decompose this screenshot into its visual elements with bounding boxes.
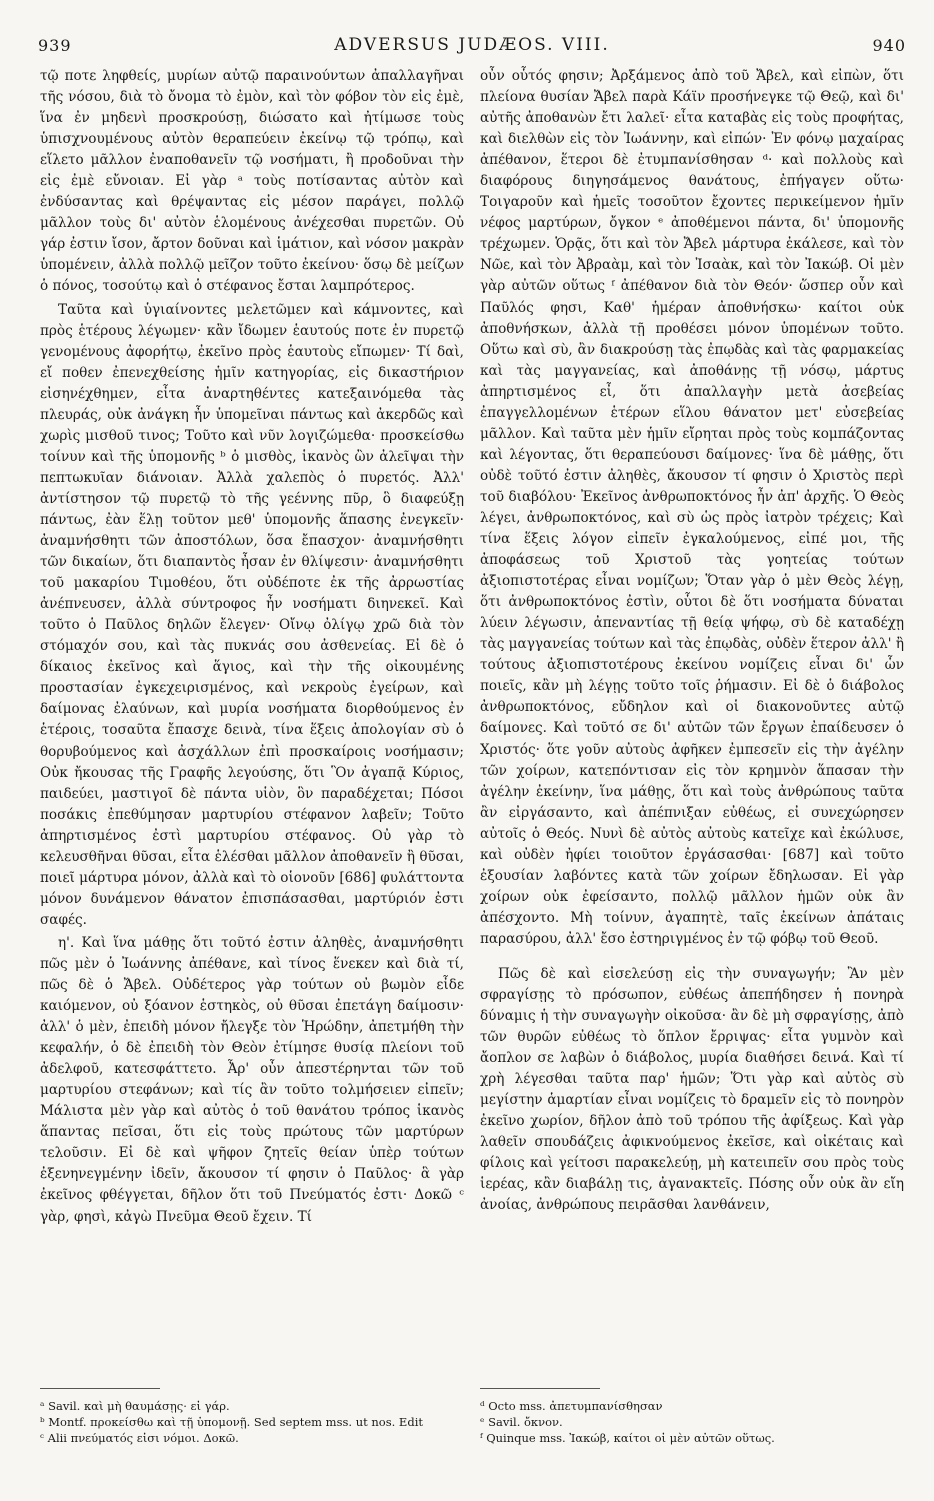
footnote-divider-left xyxy=(40,1388,160,1389)
right-paragraph-1: οὖν οὗτός φησιν; Ἀρξάμενος ἀπὸ τοῦ Ἄβελ, καὶ εἰπὼν, ὅτι πλείονα θυσίαν Ἄβελ παρὰ Κάϊν προσήνεγκε τῷ Θεῷ, καὶ δι' αὐτῆς ἀποθανὼν ἔτι λαλεῖ· εἶτα καταβὰς εἰς τοὺς προφήτας, καὶ διελθὼν εἰς τὸν Ἰωάννην, καὶ εἰπών· Ἐν φόνῳ μαχαίρας ἀπέθανον, ἕτεροι δὲ ἐτυμπανίσθησαν ᵈ· καὶ πολλοὺς καὶ διαφόρους διηγησάμενος θανάτους, ἐπήγαγεν οὕτω· Τοιγαροῦν καὶ ἡμεῖς τοσοῦτον ἔχοντες περικείμενον ἡμῖν νέφος μαρτύρων, ὄγκον ᵉ ἀποθέμενοι πάντα, δι' ὑπομονῆς τρέχωμεν. Ὁρᾷς, ὅτι καὶ τὸν Ἄβελ μάρτυρα ἐκάλεσε, καὶ τὸν Νῶε, καὶ τὸν Ἀβραὰμ, καὶ τὸν Ἰσαὰκ, καὶ τὸν Ἰακώβ. Οἱ μὲν γὰρ αὐτῶν οὕτως ᶠ ἀπέθανον διὰ τὸν Θεόν· ὥσπερ οὖν καὶ Παῦλός φησι, Καθ' ἡμέραν ἀποθνήσκω· καίτοι οὐκ ἀποθνήσκων, ἀλλὰ τῇ προθέσει μόνον ὑπομένων τοῦτο. Οὕτω καὶ σὺ, ἂν διακρούσῃ τὰς ἐπῳδὰς καὶ τὰς φαρμακείας καὶ τὰς μαγγανείας, καὶ ἀποθάνῃς τῇ νόσῳ, μάρτυς ἀπηρτισμένος εἶ, ὅτι ἀπαλλαγὴν μετὰ ἀσεβείας ἐπαγγελλομένων ἑτέρων εἵλου θάνατον μετ' εὐσεβείας μᾶλλον. Καὶ ταῦτα μὲν ἡμῖν εἴρηται πρὸς τοὺς κομπάζοντας καὶ λέγοντας, ὅτι θεραπεύουσι δαίμονες· ἵνα δὲ μάθῃς, ὅτι οὐδὲ τοῦτό ἐστιν ἀληθὲς, ἄκουσον τί φησιν ὁ Χριστὸς περὶ τοῦ διαβόλου· Ἐκεῖνος ἀνθρωποκτόνος ἦν ἀπ' ἀρχῆς. Ὁ Θεὸς λέγει, ἀνθρωποκτόνος, καὶ σὺ ὡς πρὸς ἰατρὸν τρέχεις; Καὶ τίνα ἕξεις λόγον εἰπεῖν ἐγκαλούμενος, εἰπέ μοι, τῆς ἀποφάσεως τοῦ Χριστοῦ τὰς γοητείας τούτων ἀξιοπιστοτέρας εἶναι νομίζων; Ὅταν γὰρ ὁ μὲν Θεὸς λέγῃ, ὅτι ἀνθρωποκτόνος ἐστὶν, οὗτοι δὲ ὅτι νοσήματα δύναται λύειν λέγωσιν, ἀπεναντίας τῇ θείᾳ ψήφῳ, σὺ δὲ καταδέχῃ τὰς μαγγανείας τούτων καὶ τὰς ἐπῳδὰς, οὐδὲν ἕτερον ἀλλ' ἢ τούτους ἀξιοπιστοτέρους ἐκείνου νομίζεις εἶναι δι' ὧν ποιεῖς, κἂν μὴ λέγῃς τοῦτο τοῖς ῥήμασιν. Εἰ δὲ ὁ διάβολος ἀνθρωποκτόνος, εὔδηλον καὶ οἱ διακονοῦντες αὐτῷ δαίμονες. Καὶ τοῦτό σε δι' αὐτῶν τῶν ἔργων ἐπαίδευσεν ὁ Χριστός· ὅτε γοῦν αὐτοὺς ἀφῆκεν ἐμπεσεῖν εἰς τὴν ἀγέλην τῶν χοίρων, κατεπόντισαν εἰς τὸν κρημνὸν ἅπασαν τὴν ἀγέλην ἐκείνην, ἵνα μάθῃς, ὅτι καὶ τοὺς ἀνθρώπους ταῦτα ἂν εἰργάσαντο, καὶ ἀπέπνιξαν εὐθέως, εἰ συνεχώρησεν αὐτοῖς ὁ Θεός. Νυνὶ δὲ αὐτὸς αὐτοὺς κατεῖχε καὶ ἐκώλυσε, καὶ οὐδὲν ἠφίει τοιοῦτον ἐργάσασθαι· [687] καὶ τοῦτο ἐξουσίαν λαβόντες κατὰ τῶν χοίρων ἔδηλωσαν. Εἰ γὰρ χοίρων οὐκ ἐφείσαντο, πολλῷ μᾶλλον ἡμῶν οὐκ ἂν ἀπέσχοντο. Μὴ τοίνυν, ἀγαπητὲ, ταῖς ἐκείνων ἀπάταις παρασύρου, ἀλλ' ἔσο ἐστηριγμένος ἐν τῷ φόβῳ τοῦ Θεοῦ. xyxy=(480,68,904,947)
footnote-c: ᶜ Alii πνεύματός εἰσι νόμοι. Δοκῶ. xyxy=(40,1431,239,1445)
footnote-f: ᶠ Quinque mss. Ἰακώβ, καίτοι οἱ μὲν αὐτῶν οὕτως. xyxy=(480,1431,775,1445)
left-paragraph-1: τῷ ποτε ληφθείς, μυρίων αὐτῷ παραινούντων ἀπαλλαγῆναι τῆς νόσου, διὰ τὸ ὄνομα τὸ ἐμὸν, καὶ τὸν φόβον τὸν εἰς ἐμὲ, ἵνα ἐν μηδενὶ προσκρούσῃ, διώσατο καὶ ἠτίμωσε τοὺς ὑπισχνουμένους αὐτὸν θεραπεύειν ἐκείνῳ τῷ τρόπῳ, καὶ εἵλετο μᾶλλον ἐναποθανεῖν τῷ νοσήματι, ἢ προδοῦναι τὴν εἰς ἐμὲ εὔνοιαν. Εἰ γὰρ ᵃ τοὺς ποτίσαντας αὐτὸν καὶ ἐνδύσαντας καὶ θρέψαντας εἰς μέσον παράγει, πολλῷ μᾶλλον τοὺς δι' αὐτὸν ἑλομένους ἀνέχεσθαι πυρετῶν. Οὐ γάρ ἐστιν ἴσον, ἄρτον δοῦναι καὶ ἱμάτιον, καὶ νόσον μακρὰν ὑπομένειν, ἀλλὰ πολλῷ μεῖζον τοῦτο ἐκείνου· ὅσῳ δὲ μείζων ὁ πόνος, τοσούτῳ καὶ ὁ στέφανος ἔσται λαμπρότερος. xyxy=(40,68,464,295)
footnote-e: ᵉ Savil. ὄκνον. xyxy=(480,1415,563,1429)
footnote-a: ᵃ Savil. καὶ μὴ θαυμάσῃς· εἰ γάρ. xyxy=(40,1399,230,1413)
footnote-b: ᵇ Montf. προκείσθω καὶ τῇ ὑπομονῇ. Sed septem mss. ut nos. Edit xyxy=(40,1415,423,1429)
footnotes-right xyxy=(480,1398,904,1446)
right-paragraph-2: Πῶς δὲ καὶ εἰσελεύσῃ εἰς τὴν συναγωγήν; Ἂν μὲν σφραγίσῃς τὸ πρόσωπον, εὐθέως ἀπεπήδησεν ἡ πονηρὰ δύναμις ἡ τὴν συναγωγὴν οἰκοῦσα· ἂν δὲ μὴ σφραγίσῃς, ἀπὸ τῶν θυρῶν εὐθέως τὸ ὅπλον ἔρριψας· εἶτα γυμνὸν καὶ ἄοπλον σε λαβὼν ὁ διάβολος, μυρία διαθήσει δεινά. Καὶ τί χρὴ λέγεσθαι ταῦτα παρ' ἡμῶν; Ὅτι γὰρ καὶ αὐτὸς σὺ μεγίστην ἁμαρτίαν εἶναι νομίζεις τὸ δραμεῖν εἰς τὸ πονηρὸν ἐκεῖνο χωρίον, δῆλον ἀπὸ τοῦ τρόπου τῆς ἀφίξεως. Καὶ γὰρ λαθεῖν σπουδάζεις ἀφικνούμενος ἐκεῖσε, καὶ οἰκέταις καὶ φίλοις καὶ γείτοσι παρακελεύῃ, μὴ κατειπεῖν σου πρὸς τοὺς ἱερέας, κἂν διαβάλῃ τις, ἀγανακτεῖς. Πόσης οὖν οὐκ ἂν εἴη ἀνοίας, ἀνθρώπους πειρᾶσθαι λανθάνειν, xyxy=(480,965,904,1214)
footnotes-left xyxy=(40,1398,464,1446)
footnote-d: ᵈ Octo mss. ἀπετυμπανίσθησαν xyxy=(480,1399,663,1413)
running-title: ADVERSUS JUDÆOS. VIII. xyxy=(334,35,610,55)
left-paragraph-3: η'. Καὶ ἵνα μάθῃς ὅτι τοῦτό ἐστιν ἀληθὲς, ἀναμνήσθητι πῶς μὲν ὁ Ἰωάννης ἀπέθανε, καὶ τίνος ἕνεκεν καὶ διὰ τί, πῶς δὲ ὁ Ἄβελ. Οὐδέτερος γὰρ τούτων οὐ βωμὸν εἶδε καιόμενον, οὐ ξόανον ἑστηκὸς, οὐ θῦσαι ἐπετάγη δαίμοσιν· ἀλλ' ὁ μὲν, ἐπειδὴ μόνον ἤλεγξε τὸν Ἡρώδην, ἀπετμήθη τὴν κεφαλήν, ὁ δὲ ἐπειδὴ τὸν Θεὸν ἐτίμησε θυσίᾳ πλείονι τοῦ ἀδελφοῦ, κατεσφάττετο. Ἆρ' οὖν ἀπεστέρηνται τῶν τοῦ μαρτυρίου στεφάνων; καὶ τίς ἂν τοῦτο τολμήσειεν εἰπεῖν; Μάλιστα μὲν γὰρ καὶ αὐτὸς ὁ τοῦ θανάτου τρόπος ἱκανὸς ἅπαντας πεῖσαι, ὅτι εἰς τοὺς πρώτους τῶν μαρτύρων τελοῦσιν. Εἰ δὲ καὶ ψῆφον ζητεῖς θείαν ὑπὲρ τούτων ἐξενηνεγμένην ἰδεῖν, ἄκουσον τί φησιν ὁ Παῦλος· ἃ γὰρ ἐκεῖνος φθέγγεται, δῆλον ὅτι τοῦ Πνεύματός ἐστι· Δοκῶ ᶜ γὰρ, φησὶ, κἀγὼ Πνεῦμα Θεοῦ ἔχειν. Τί xyxy=(40,934,464,1225)
left-column xyxy=(40,66,464,1228)
left-paragraph-2: Ταῦτα καὶ ὑγιαίνοντες μελετῶμεν καὶ κάμνοντες, καὶ πρὸς ἑτέρους λέγωμεν· κἂν ἴδωμεν ἑαυτούς ποτε ἐν πυρετῷ γενομένους ἀφορήτῳ, ἐκεῖνο πρὸς ἑαυτοὺς εἴπωμεν· Τί δαὶ, εἴ ποθεν ἐπενεχθείσης ἡμῖν κατηγορίας, εἰς δικαστήριον εἰσηνέχθημεν, εἶτα ἀναρτηθέντες κατεξαινόμεθα τὰς πλευράς, οὐκ ἀνάγκη ἦν ὑπομεῖναι πάντως καὶ ἀκερδῶς καὶ χωρὶς μισθοῦ τινος; Τοῦτο καὶ νῦν λογιζώμεθα· προσκείσθω τοίνυν καὶ τῆς ὑπομονῆς ᵇ ὁ μισθὸς, ἱκανὸς ὢν ἀλεῖψαι τὴν πεπτωκυῖαν διάνοιαν. Ἀλλὰ χαλεπὸς ὁ πυρετός. Ἀλλ' ἀντίστησον τῷ πυρετῷ τὸ τῆς γεέννης πῦρ, ὃ διαφεύξῃ πάντως, ἐὰν ἕλῃ τοῦτον μεθ' ὑπομονῆς ἅπασης ἐνεγκεῖν· ἀναμνήσθητι τῶν ἀποστόλων, ὅσα ἔπασχον· ἀναμνήσθητι τῶν δικαίων, ὅτι διαπαντὸς ἦσαν ἐν θλίψεσιν· ἀναμνήσθητι τοῦ μακαρίου Τιμοθέου, ὅτι οὐδέποτε ἐκ τῆς ἀρρωστίας ἀνέπνευσεν, ἀλλὰ σύντροφος ἦν νοσήματι διηνεκεῖ. Καὶ τοῦτο ὁ Παῦλος δηλῶν ἔλεγεν· Οἴνῳ ὀλίγῳ χρῶ διὰ τὸν στόμαχόν σου, καὶ τὰς πυκνάς σου ἀσθενείας. Εἰ δὲ ὁ δίκαιος ἐκεῖνος καὶ ἅγιος, καὶ τὴν τῆς οἰκουμένης προστασίαν ἐγκεχειρισμένος, καὶ νεκροὺς ἐγείρων, καὶ δαίμονας ἐλαύνων, καὶ μυρία νοσήματα διορθούμενος ἐν ἑτέροις, τοσαῦτα ἔπασχε δεινὰ, τίνα ἕξεις ἀπολογίαν σὺ ὁ θορυβούμενος καὶ ἀσχάλλων ἐπὶ προσκαίροις νοσήμασιν; Οὐκ ἤκουσας τῆς Γραφῆς λεγούσης, ὅτι Ὃν ἀγαπᾷ Κύριος, παιδεύει, μαστιγοῖ δὲ πάντα υἱὸν, ὃν παραδέχεται; Πόσοι ποσάκις ἐπεθύμησαν μαρτυρίου στέφανον λαβεῖν; Τοῦτο ἀπηρτισμένος ἐστὶ μαρτυρίου στέφανος. Οὐ γὰρ τὸ κελευσθῆναι θῦσαι, εἶτα ἑλέσθαι μᾶλλον ἀποθανεῖν ἢ θῦσαι, ποιεῖ μάρτυρα μόνον, ἀλλὰ καὶ τὸ οἱονοῦν [686] φυλάττοντα μόνον δυνάμενον θάνατον ἐπισπάσασθαι, μαρτύριόν ἐστι σαφές. xyxy=(40,301,464,928)
footnote-divider-right xyxy=(480,1388,600,1389)
right-column xyxy=(480,66,904,1217)
page-number-left: 939 xyxy=(38,35,72,55)
running-header xyxy=(38,32,906,58)
page-number-right: 940 xyxy=(872,35,906,55)
